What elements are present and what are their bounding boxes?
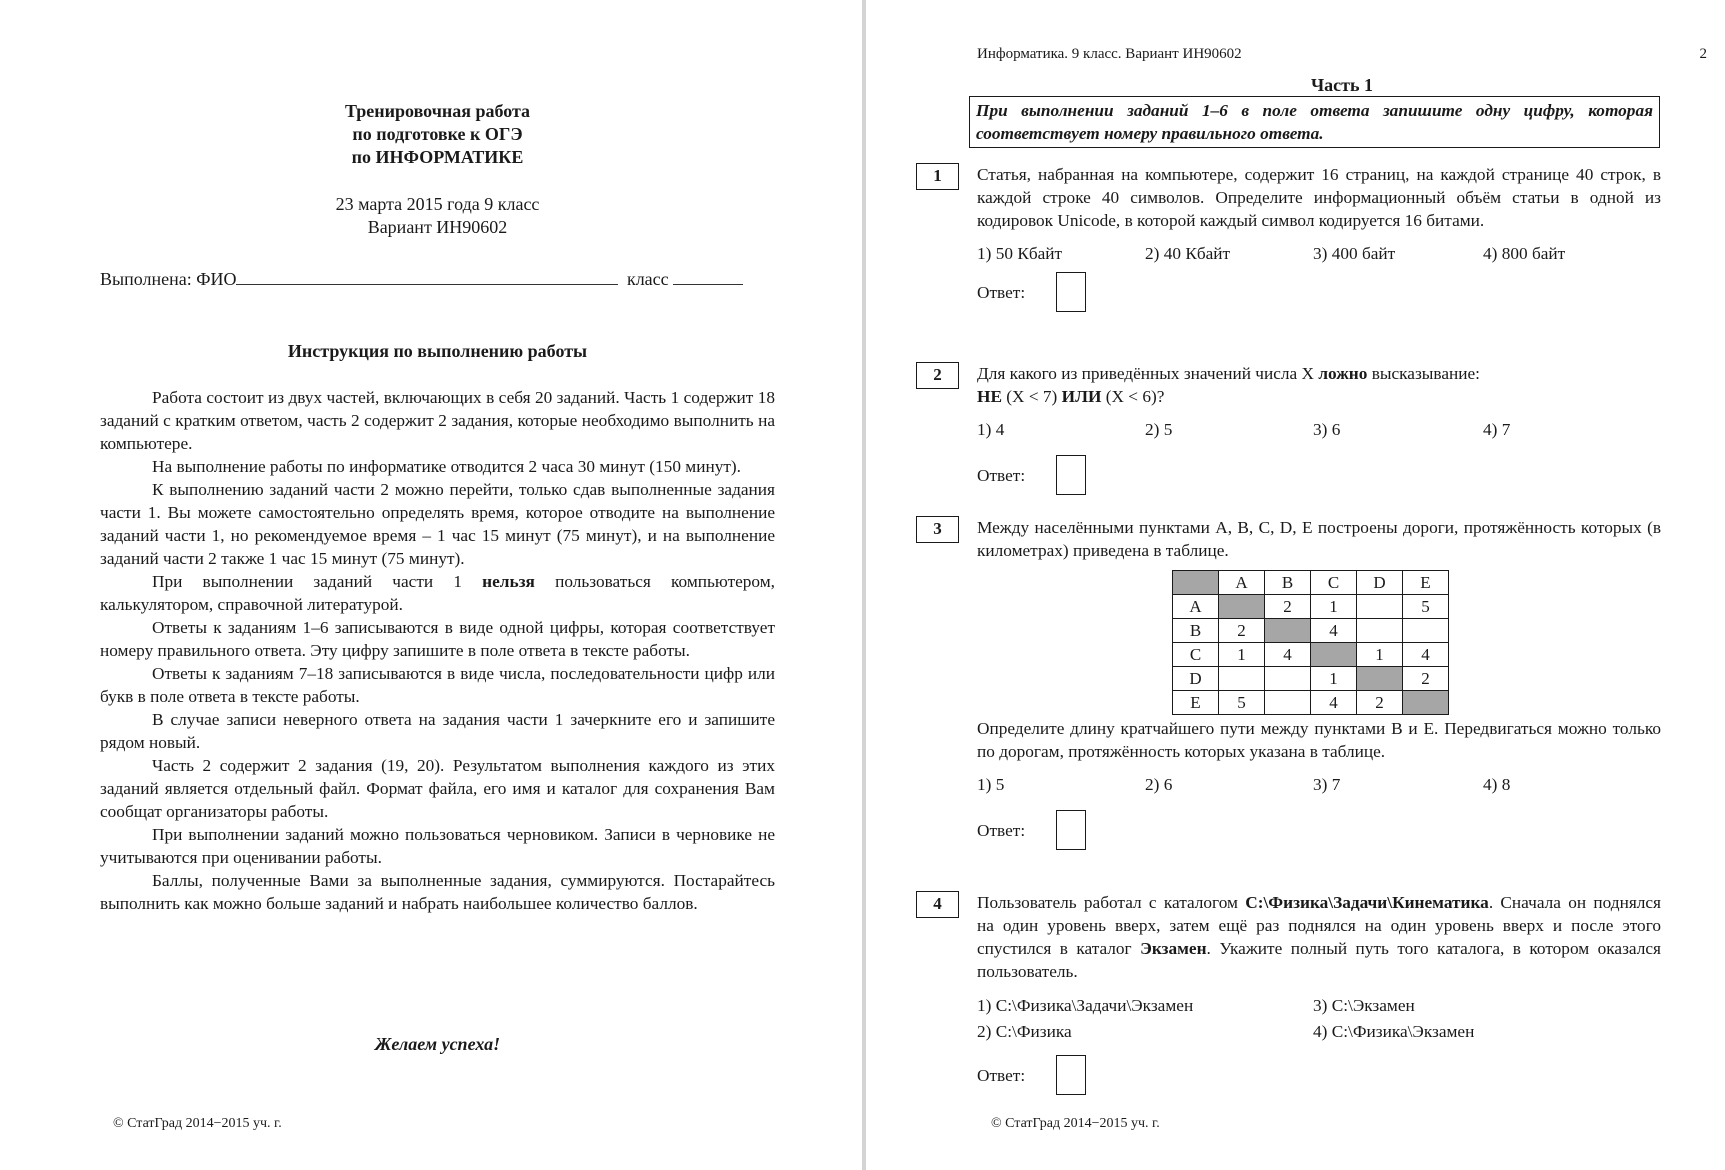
task-3 xyxy=(916,516,1661,852)
bold-word: Экзамен xyxy=(1140,939,1207,958)
expr-part: ИЛИ xyxy=(1061,387,1102,406)
copyright: © СтатГрад 2014−2015 уч. г. xyxy=(991,1116,1160,1131)
fio-blank[interactable] xyxy=(236,267,618,285)
date-block xyxy=(100,193,775,239)
instruction-paragraph: При выполнении заданий можно пользоваться черновиком. Записи в черновике не учитываются при оценивании работы. xyxy=(100,825,775,867)
table-cell xyxy=(1357,619,1403,643)
instruction-paragraph: На выполнение работы по информатике отводится 2 часа 30 минут (150 минут). xyxy=(152,457,741,476)
option: 1) 50 Кбайт xyxy=(977,244,1063,263)
task-options xyxy=(977,773,1661,796)
option: 3) 400 байт xyxy=(1313,244,1396,263)
table-header-cell: A xyxy=(1219,571,1265,595)
answer-row xyxy=(977,1055,1661,1097)
fio-line xyxy=(100,267,780,291)
table-cell: 1 xyxy=(1311,667,1357,691)
table-cell: 4 xyxy=(1311,691,1357,715)
table-row xyxy=(1173,643,1449,667)
title-line: по подготовке к ОГЭ xyxy=(352,124,523,144)
table-header-cell: C xyxy=(1311,571,1357,595)
table-cell xyxy=(1265,667,1311,691)
date-line: 23 марта 2015 года 9 класс xyxy=(335,194,540,214)
table-cell xyxy=(1265,619,1311,643)
answer-box[interactable] xyxy=(1056,810,1086,850)
table-row xyxy=(1173,691,1449,715)
instruction-paragraph: При выполнении заданий части 1 нельзя пользоваться компьютером, калькулятором, справочной литературой. xyxy=(100,572,775,614)
answer-box[interactable] xyxy=(1056,455,1086,495)
table-header-cell: E xyxy=(1403,571,1449,595)
answer-label: Ответ: xyxy=(977,1066,1026,1085)
wish-text: Желаем успеха! xyxy=(374,1034,501,1054)
task-text: Для какого из приведённых значений числа X ложно высказывание: НЕ (X < 7) ИЛИ (X < 6)? xyxy=(977,364,1480,406)
variant-line: Вариант ИН90602 xyxy=(367,217,508,237)
table-cell: 1 xyxy=(1311,595,1357,619)
table-cell xyxy=(1311,643,1357,667)
table-cell: 1 xyxy=(1357,643,1403,667)
instruction-paragraph: В случае записи неверного ответа на задания части 1 зачеркните его и запишите рядом новый. xyxy=(100,710,775,752)
bold-path: С:\Физика\Задачи\Кинематика xyxy=(1245,893,1489,912)
option: 3) С:\Экзамен xyxy=(1313,996,1415,1015)
instruction-paragraph: Часть 2 содержит 2 задания (19, 20). Результатом выполнения каждого из этих заданий является отдельный файл. Формат файла, его имя и каталог для сохранения Вам сообщат организаторы работы. xyxy=(100,756,775,821)
answer-row xyxy=(977,810,1661,852)
document-title xyxy=(100,100,775,169)
task-1 xyxy=(916,163,1661,314)
table-cell xyxy=(1357,595,1403,619)
page-number: 2 xyxy=(1699,46,1707,62)
table-cell: 2 xyxy=(1357,691,1403,715)
option: 1) С:\Физика\Задачи\Экзамен xyxy=(977,996,1194,1015)
option: 3) 6 xyxy=(1313,420,1341,439)
instruction-body xyxy=(100,386,775,915)
task-options xyxy=(977,993,1661,1045)
answer-box[interactable] xyxy=(1056,272,1086,312)
answer-box[interactable] xyxy=(1056,1055,1086,1095)
table-cell xyxy=(1403,619,1449,643)
instruction-paragraph: К выполнению заданий части 2 можно перейти, только сдав выполненные задания части 1. Вы можете самостоятельно определять время, которое отводите на выполнение заданий части 1, но рекомендуемое время – 1 час 15 минут (75 минут), и на выполнение заданий части 2 также 1 час 15 минут (75 минут). xyxy=(100,480,775,568)
table-row xyxy=(1173,667,1449,691)
bold-word: нельзя xyxy=(482,572,535,591)
table-header-cell: A xyxy=(1173,595,1219,619)
distance-table xyxy=(1172,570,1449,715)
table-header-cell: D xyxy=(1357,571,1403,595)
table-row xyxy=(1173,595,1449,619)
option: 2) С:\Физика xyxy=(977,1022,1072,1041)
task-number: 1 xyxy=(916,163,959,190)
table-cell: 4 xyxy=(1403,643,1449,667)
option: 1) 4 xyxy=(977,420,1005,439)
title-line: Тренировочная работа xyxy=(344,101,531,121)
instruction-paragraph: Баллы, полученные Вами за выполненные задания, суммируются. Постарайтесь выполнить как можно больше заданий и набрать наибольшее количество баллов. xyxy=(100,871,775,913)
table-cell: 2 xyxy=(1403,667,1449,691)
class-label: класс xyxy=(626,269,669,289)
answer-label: Ответ: xyxy=(977,821,1026,840)
table-cell xyxy=(1403,691,1449,715)
answer-row xyxy=(977,455,1661,497)
instruction-paragraph: Ответы к заданиям 1–6 записываются в виде одной цифры, которая соответствует номеру правильного ответа. Эту цифру запишите в поле ответа в тексте работы. xyxy=(100,618,775,660)
left-page xyxy=(0,0,862,1170)
fio-label: Выполнена: ФИО xyxy=(100,269,237,289)
bold-word: ложно xyxy=(1318,364,1368,383)
answer-row xyxy=(977,272,1661,314)
expr-part: НЕ xyxy=(977,387,1002,406)
instruction-paragraph: Работа состоит из двух частей, включающих в себя 20 заданий. Часть 1 содержит 18 заданий с кратким ответом, часть 2 содержит 2 задания, которые необходимо выполнить на компьютере. xyxy=(100,388,775,453)
header-title: Информатика. 9 класс. Вариант ИН90602 xyxy=(977,46,1242,62)
table-cell: 4 xyxy=(1311,619,1357,643)
table-header-cell: B xyxy=(1265,571,1311,595)
table-header-cell xyxy=(1173,571,1219,595)
table-cell: 2 xyxy=(1265,595,1311,619)
table-row xyxy=(1173,619,1449,643)
task-number: 3 xyxy=(916,516,959,543)
copyright: © СтатГрад 2014−2015 уч. г. xyxy=(113,1116,282,1131)
table-cell: 2 xyxy=(1219,619,1265,643)
right-page xyxy=(866,0,1725,1170)
table-header-cell: C xyxy=(1173,643,1219,667)
title-line: по ИНФОРМАТИКЕ xyxy=(351,147,524,167)
task-2 xyxy=(916,362,1661,497)
option: 2) 6 xyxy=(1145,775,1173,794)
table-header-row xyxy=(1173,571,1449,595)
part-instruction: При выполнении заданий 1–6 в поле ответа запишите одну цифру, которая соответствует номеру правильного ответа. xyxy=(969,96,1660,148)
instruction-title: Инструкция по выполнению работы xyxy=(287,341,588,361)
option: 4) 800 байт xyxy=(1483,244,1566,263)
table-header-cell: D xyxy=(1173,667,1219,691)
option: 4) С:\Физика\Экзамен xyxy=(1313,1022,1475,1041)
task-number: 2 xyxy=(916,362,959,389)
table-header-cell: B xyxy=(1173,619,1219,643)
expr-part: (X < 7) xyxy=(1001,387,1062,406)
task-options xyxy=(977,242,1661,265)
task-text: Пользователь работал с каталогом С:\Физика\Задачи\Кинематика. Сначала он поднялся на один уровень вверх, затем ещё раз поднялся на один уровень вверх и после этого спустился в каталог Экзамен. Укажите полный путь того каталога, в котором оказался пользователь. xyxy=(977,893,1662,981)
answer-label: Ответ: xyxy=(977,466,1026,485)
page-header xyxy=(977,46,1707,63)
table-cell xyxy=(1219,595,1265,619)
expr-part: (X < 6)? xyxy=(1101,387,1165,406)
option: 2) 5 xyxy=(1145,420,1173,439)
table-cell xyxy=(1265,691,1311,715)
task-text: Между населёнными пунктами A, B, C, D, E построены дороги, протяжённость которых (в километрах) приведена в таблице. xyxy=(977,518,1661,560)
task-options xyxy=(977,418,1661,441)
table-cell xyxy=(1357,667,1403,691)
task-number: 4 xyxy=(916,891,959,918)
table-header-cell: E xyxy=(1173,691,1219,715)
table-cell: 4 xyxy=(1265,643,1311,667)
option: 4) 7 xyxy=(1483,420,1511,439)
table-cell: 1 xyxy=(1219,643,1265,667)
table-cell: 5 xyxy=(1219,691,1265,715)
answer-label: Ответ: xyxy=(977,283,1026,302)
option: 2) 40 Кбайт xyxy=(1145,244,1231,263)
table-cell: 5 xyxy=(1403,595,1449,619)
task-4 xyxy=(916,891,1661,1097)
option: 1) 5 xyxy=(977,775,1005,794)
option: 3) 7 xyxy=(1313,775,1341,794)
task-text: Статья, набранная на компьютере, содержит 16 страниц, на каждой странице 40 строк, в каждой строке 40 символов. Определите информационный объём статьи в одной из кодировок Unicode, в которой каждый символ кодируется 16 битами. xyxy=(977,165,1661,230)
class-blank[interactable] xyxy=(673,267,743,285)
option: 4) 8 xyxy=(1483,775,1511,794)
table-cell xyxy=(1219,667,1265,691)
part-title: Часть 1 xyxy=(1310,75,1374,95)
instruction-paragraph: Ответы к заданиям 7–18 записываются в виде числа, последовательности цифр или букв в поле ответа в тексте работы. xyxy=(100,664,775,706)
task-question: Определите длину кратчайшего пути между пунктами B и E. Передвигаться можно только по дорогам, протяжённость которых указана в таблице. xyxy=(977,719,1661,761)
